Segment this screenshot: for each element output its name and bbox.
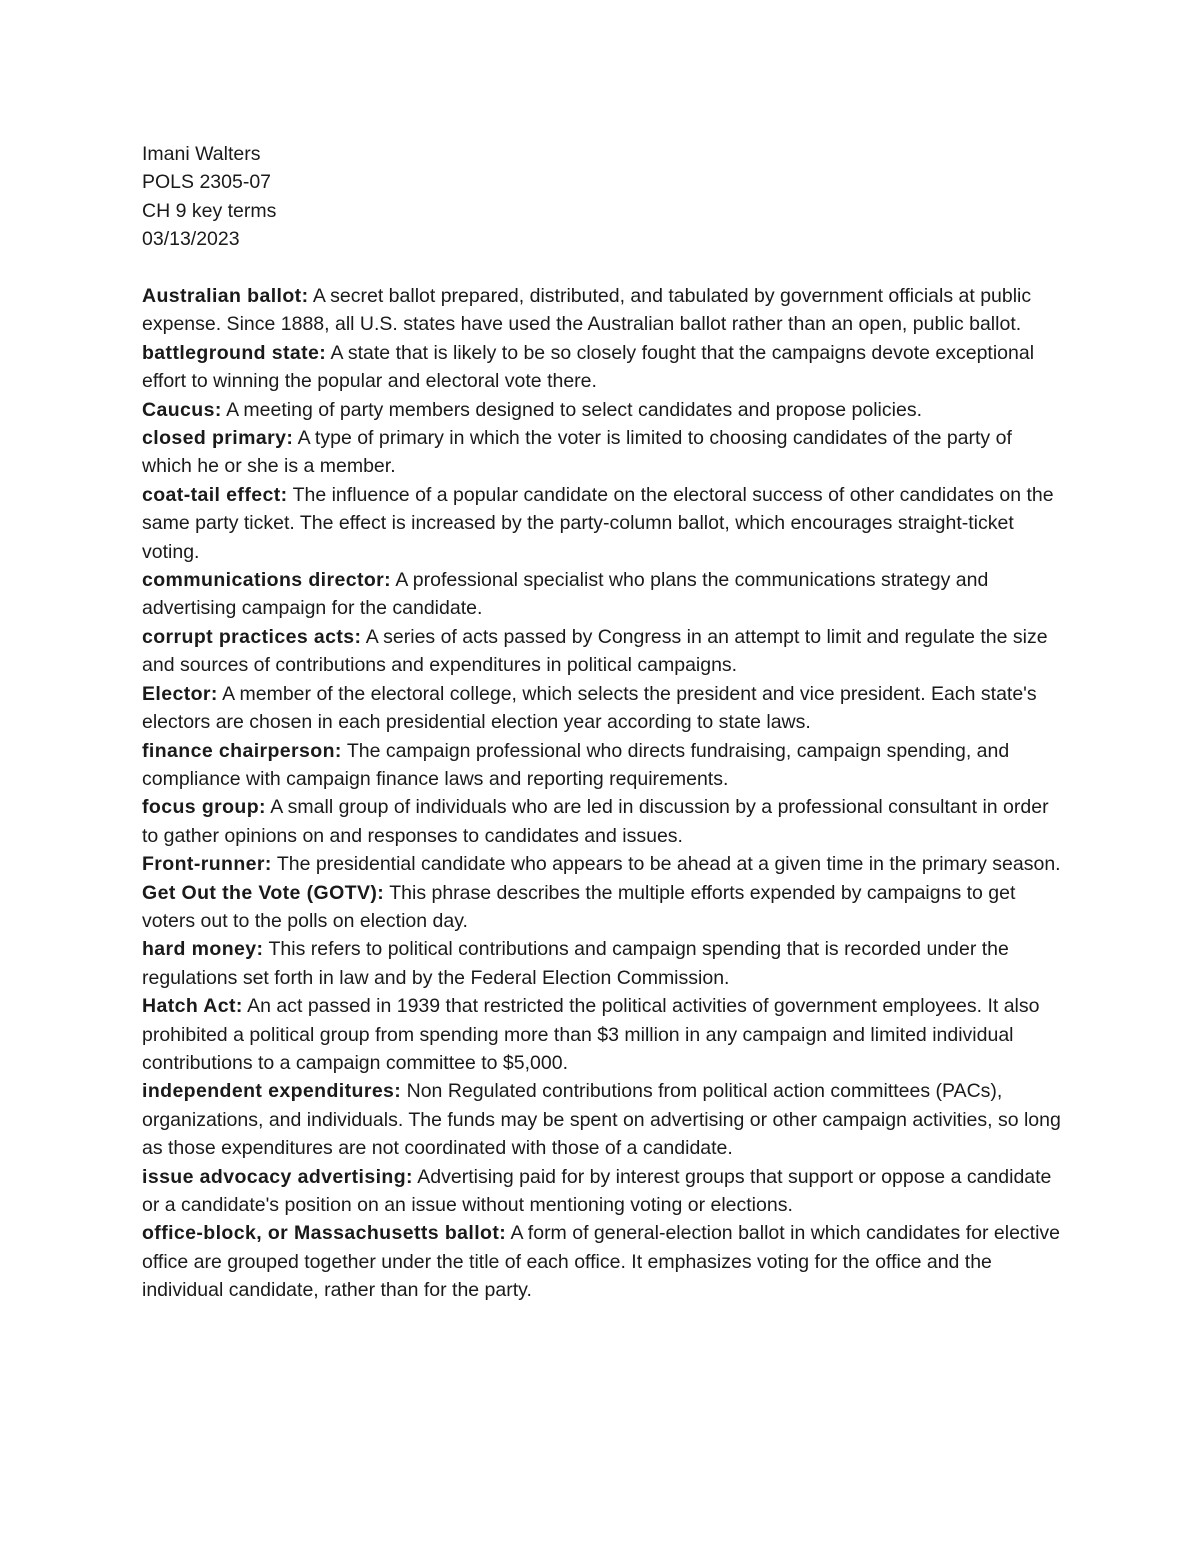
glossary-definition: A small group of individuals who are led in discussion by a professional consultant in order to gather opinions on and responses to candidates and issues. <box>142 796 1049 847</box>
document-page <box>142 140 1067 1305</box>
glossary-definition: Non Regulated contributions from political action committees (PACs), organizations, and individuals. The funds may be spent on advertising or other campaign activities, so long as those expenditures are not coordinated with those of a candidate. <box>142 1080 1061 1160</box>
glossary-definition: A form of general-election ballot in which candidates for elective office are grouped together under the title of each office. It emphasizes voting for the office and the individual candidate, rather than for the party. <box>142 1222 1061 1302</box>
glossary-term: hard money: <box>142 938 264 961</box>
glossary-term: Get Out the Vote (GOTV): <box>142 881 385 904</box>
glossary-term: Australian ballot: <box>142 285 309 308</box>
glossary-entry <box>142 1163 1067 1220</box>
glossary-entry <box>142 1077 1067 1162</box>
glossary-definition: The presidential candidate who appears to be ahead at a given time in the primary season. <box>276 853 1061 876</box>
glossary-entry <box>142 566 1067 623</box>
glossary-entry <box>142 850 1067 878</box>
glossary-term: Hatch Act: <box>142 995 243 1018</box>
glossary-entry <box>142 396 1067 424</box>
glossary-entry <box>142 992 1067 1077</box>
glossary-entry <box>142 737 1067 794</box>
glossary-definition: The campaign professional who directs fundraising, campaign spending, and compliance with campaign finance laws and reporting requirements. <box>142 739 1010 790</box>
glossary-entry <box>142 424 1067 481</box>
glossary-term: Front-runner: <box>142 853 272 876</box>
glossary-definition: A secret ballot prepared, distributed, and tabulated by government officials at public expense. Since 1888, all U.S. states have used the Australian ballot rather than an open, public ballot. <box>142 285 1032 336</box>
glossary-term: Caucus: <box>142 398 222 421</box>
glossary-entry <box>142 481 1067 566</box>
course-code: POLS 2305-07 <box>142 171 272 194</box>
glossary-definition: A meeting of party members designed to select candidates and propose policies. <box>226 398 922 421</box>
glossary-definition: Advertising paid for by interest groups that support or oppose a candidate or a candidate's position on an issue without mentioning voting or elections. <box>142 1165 1052 1217</box>
assignment-title: CH 9 key terms <box>142 199 277 222</box>
header-spacer <box>142 254 1067 282</box>
glossary-definition: An act passed in 1939 that restricted the political activities of government employees. It also prohibited a political group from spending more than $3 million in any campaign and limited individual contributions to a campaign committee to $5,000. <box>142 995 1040 1074</box>
glossary-entry <box>142 339 1067 396</box>
glossary-term: corrupt practices acts: <box>142 625 362 648</box>
student-name: Imani Walters <box>142 143 261 165</box>
glossary-entry <box>142 623 1067 680</box>
glossary-term: coat-tail effect: <box>142 483 288 506</box>
glossary-entry <box>142 282 1067 339</box>
glossary-definition: A series of acts passed by Congress in an attempt to limit and regulate the size and sources of contributions and expenditures in political campaigns. <box>142 625 1048 677</box>
glossary-term: issue advocacy advertising: <box>142 1165 413 1188</box>
glossary-entry <box>142 879 1067 936</box>
document-date: 03/13/2023 <box>142 228 240 251</box>
glossary-term: battleground state: <box>142 341 327 364</box>
glossary-term: Elector: <box>142 682 218 705</box>
glossary-definition: The influence of a popular candidate on the electoral success of other candidates on the same party ticket. The effect is increased by the party-column ballot, which encourages straight-ticket voting. <box>142 483 1054 563</box>
glossary-entry <box>142 793 1067 850</box>
glossary-definition: A type of primary in which the voter is limited to choosing candidates of the party of which he or she is a member. <box>142 427 1012 478</box>
glossary-entry <box>142 680 1067 737</box>
glossary-definition: A member of the electoral college, which selects the president and vice president. Each state's electors are chosen in each presidential election year according to state laws. <box>142 682 1037 734</box>
glossary-entry <box>142 935 1067 992</box>
glossary-definition: A professional specialist who plans the communications strategy and advertising campaign for the candidate. <box>142 569 989 620</box>
glossary-entry <box>142 1219 1067 1304</box>
glossary-term: closed primary: <box>142 427 294 450</box>
glossary-term: focus group: <box>142 796 266 819</box>
glossary-term: independent expenditures: <box>142 1080 402 1103</box>
glossary-definition: A state that is likely to be so closely fought that the campaigns devote exceptional effort to winning the popular and electoral vote there. <box>142 341 1035 393</box>
glossary-definition: This refers to political contributions and campaign spending that is recorded under the regulations set forth in law and by the Federal Election Commission. <box>142 938 1009 989</box>
glossary-definition: This phrase describes the multiple efforts expended by campaigns to get voters out to the polls on election day. <box>142 881 1016 932</box>
glossary-term: office-block, or Massachusetts ballot: <box>142 1222 507 1245</box>
glossary-term: finance chairperson: <box>142 739 342 762</box>
glossary-term: communications director: <box>142 569 392 592</box>
